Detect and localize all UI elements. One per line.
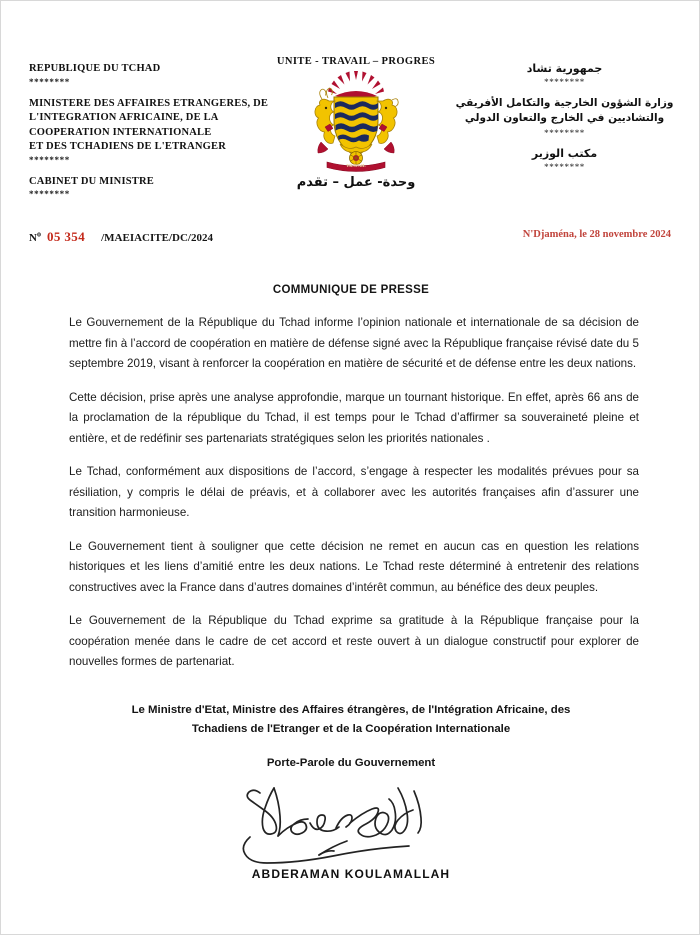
- paragraph: Le Gouvernement de la République du Tchad informe l’opinion nationale et internationale de sa décision de mettre fin à l’accord de coopération en matière de défense signé avec la République française révisé date du 5 septembre 2019, visant à renforcer la coopération en matière de sécurité et de défense entre les deux nations.: [69, 316, 639, 370]
- signature-block: [11, 701, 691, 881]
- handwritten-signature-icon: [226, 775, 476, 867]
- letterhead-french-block: [29, 62, 289, 209]
- ministry-name-fr-line4: ET DES TCHADIENS DE L'ETRANGER: [29, 141, 226, 152]
- ministry-name-fr-line1: MINISTERE DES AFFAIRES ETRANGERES, DE: [29, 97, 269, 109]
- star-divider-1: ********: [29, 76, 70, 87]
- paragraph: Le Tchad, conformément aux dispositions de l’accord, s’engage à respecter les modalités prévues pour sa résiliation, y compris le délai de préavis, et à collaborer avec les autorités françaises afin d’assurer une transition harmonieuse.: [69, 465, 639, 519]
- signatory-name: ABDERAMAN KOULAMALLAH: [251, 867, 451, 881]
- ministry-name-fr-line3: COOPERATION INTERNATIONALE: [29, 126, 212, 138]
- ministry-name-fr-line2: L'INTEGRATION AFRICAINE, DE LA: [29, 112, 219, 123]
- paragraph: Le Gouvernement de la République du Tchad exprime sa gratitude à la République française pour la coopération menée dans le cadre de cet accord et reste ouvert à un dialogue constructif pour explorer de nouvelles formes de partenariat.: [69, 614, 639, 668]
- star-divider-2: ********: [29, 154, 70, 165]
- signature-area: [11, 775, 691, 871]
- page-title: COMMUNIQUE DE PRESSE: [272, 284, 430, 296]
- star-divider-3: ********: [29, 189, 70, 199]
- signatory-title-line2: Tchadiens de l'Etranger et de la Coopération Internationale: [191, 723, 511, 735]
- reference-suffix: /MAEIACITE/DC/2024: [101, 232, 213, 244]
- star-divider-ar-3: ********: [544, 162, 585, 172]
- signatory-title: [91, 701, 611, 739]
- signatory-role: Porte-Parole du Gouvernement: [266, 757, 436, 769]
- paragraph: Cette décision, prise après une analyse approfondie, marque un tournant historique. En effet, après 66 ans de la proclamation de la république du Tchad, il est temps pour le Tchad d’affirmer sa souveraineté pleine et entière, et de redéfinir ses partenariats stratégiques selon les priorités nationales .: [69, 390, 639, 445]
- paragraph: Le Gouvernement tient à souligner que cette décision ne remet en aucun cas en question les relations historiques et les liens d’amitié entre les deux nations. Le Tchad reste déterminé à entretenir des relations constructives avec la France dans d’autres domaines d’intérêt commun, au bénéfice des deux peuples.: [69, 539, 639, 594]
- star-divider-ar-2: ********: [544, 128, 585, 138]
- coat-of-arms-of-chad-icon: [298, 69, 414, 173]
- star-divider-ar-1: ********: [544, 77, 585, 87]
- ministry-name-ar-line2: والتشاديين في الخارج والتعاون الدولي: [464, 112, 665, 124]
- reference-superscript: o: [36, 229, 41, 239]
- ministry-name-ar-line1: وزارة الشؤون الخارجية والتكامل الأفريقي: [455, 97, 674, 109]
- letterhead-arabic-block: [452, 62, 677, 181]
- reference-prefix: N: [29, 232, 37, 244]
- national-motto-ar: وحدة- عمل – تقدم: [296, 175, 416, 190]
- paper-sheet: [11, 11, 691, 926]
- reference-number: [29, 229, 213, 245]
- cabinet-name-fr: CABINET DU MINISTRE: [29, 175, 154, 187]
- date-line: N'Djaména, le 28 novembre 2024: [522, 229, 671, 240]
- letterhead-center-block: [251, 56, 461, 190]
- emblem-scroll-text: TRAVAIL: [346, 163, 366, 168]
- letterhead: [11, 56, 691, 221]
- national-motto-fr: UNITE - TRAVAIL – PROGRES: [276, 56, 436, 67]
- reference-value: 05 354: [46, 229, 86, 244]
- country-name-fr: REPUBLIQUE DU TCHAD: [29, 63, 161, 74]
- cabinet-name-ar: مكتب الوزير: [531, 147, 598, 160]
- signatory-title-line1: Le Ministre d'Etat, Ministre des Affaires étrangères, de l'Intégration Africaine, des: [131, 704, 571, 716]
- document-body: [69, 313, 639, 673]
- country-name-ar: جمهورية تشاد: [526, 62, 603, 75]
